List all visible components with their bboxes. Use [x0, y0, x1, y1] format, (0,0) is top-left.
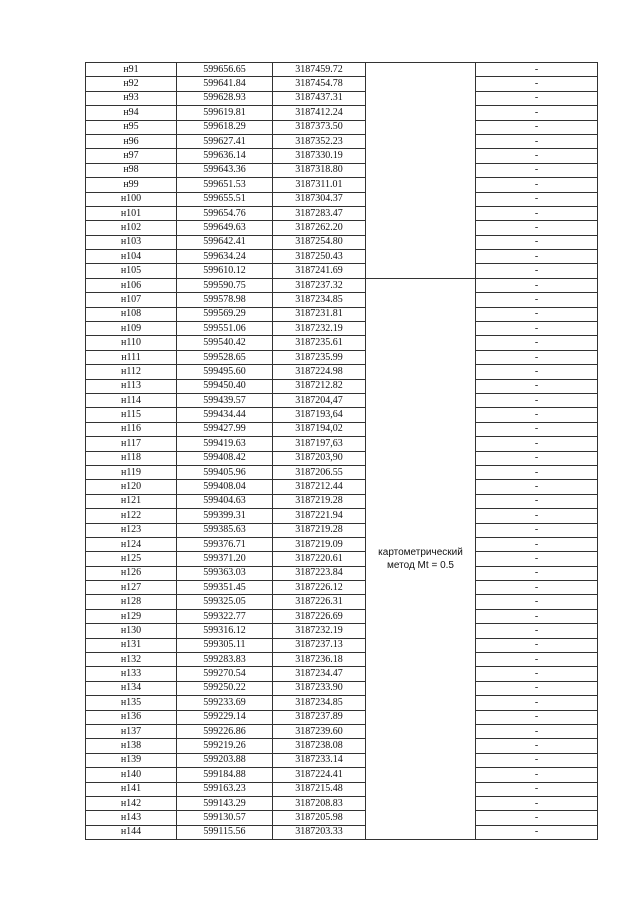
document-page — [85, 62, 597, 840]
note-cell: - — [476, 408, 598, 422]
y-coordinate-cell: 3187208.83 — [273, 796, 366, 810]
y-coordinate-cell: 3187233.90 — [273, 681, 366, 695]
table-row — [86, 782, 598, 796]
x-coordinate-cell: 599233.69 — [177, 696, 273, 710]
x-coordinate-cell: 599642.41 — [177, 235, 273, 249]
note-cell: - — [476, 163, 598, 177]
x-coordinate-cell: 599363.03 — [177, 566, 273, 580]
x-coordinate-cell: 599219.26 — [177, 739, 273, 753]
x-coordinate-cell: 599540.42 — [177, 336, 273, 350]
x-coordinate-cell: 599551.06 — [177, 322, 273, 336]
note-cell: - — [476, 278, 598, 292]
x-coordinate-cell: 599569.29 — [177, 307, 273, 321]
note-cell: - — [476, 753, 598, 767]
point-name-cell: н110 — [86, 336, 177, 350]
table-row — [86, 753, 598, 767]
point-name-cell: н142 — [86, 796, 177, 810]
point-name-cell: н112 — [86, 365, 177, 379]
note-cell: - — [476, 206, 598, 220]
y-coordinate-cell: 3187232.19 — [273, 322, 366, 336]
point-name-cell: н93 — [86, 91, 177, 105]
x-coordinate-cell: 599229.14 — [177, 710, 273, 724]
note-cell: - — [476, 480, 598, 494]
point-name-cell: н98 — [86, 163, 177, 177]
y-coordinate-cell: 3187206.55 — [273, 465, 366, 479]
y-coordinate-cell: 3187236.18 — [273, 653, 366, 667]
y-coordinate-cell: 3187237.32 — [273, 278, 366, 292]
y-coordinate-cell: 3187203.33 — [273, 825, 366, 839]
point-name-cell: н116 — [86, 422, 177, 436]
point-name-cell: н133 — [86, 667, 177, 681]
y-coordinate-cell: 3187212.44 — [273, 480, 366, 494]
x-coordinate-cell: 599439.57 — [177, 393, 273, 407]
x-coordinate-cell: 599643.36 — [177, 163, 273, 177]
point-name-cell: н134 — [86, 681, 177, 695]
note-cell: - — [476, 552, 598, 566]
y-coordinate-cell: 3187254.80 — [273, 235, 366, 249]
method-cell-empty — [366, 63, 476, 279]
y-coordinate-cell: 3187215.48 — [273, 782, 366, 796]
table-row — [86, 480, 598, 494]
point-name-cell: н118 — [86, 451, 177, 465]
point-name-cell: н137 — [86, 724, 177, 738]
y-coordinate-cell: 3187224.41 — [273, 768, 366, 782]
point-name-cell: н144 — [86, 825, 177, 839]
point-name-cell: н109 — [86, 322, 177, 336]
y-coordinate-cell: 3187304.37 — [273, 192, 366, 206]
y-coordinate-cell: 3187224.98 — [273, 365, 366, 379]
table-row — [86, 322, 598, 336]
x-coordinate-cell: 599203.88 — [177, 753, 273, 767]
table-row — [86, 365, 598, 379]
table-row — [86, 77, 598, 91]
note-cell: - — [476, 638, 598, 652]
x-coordinate-cell: 599528.65 — [177, 350, 273, 364]
note-cell: - — [476, 624, 598, 638]
x-coordinate-cell: 599419.63 — [177, 437, 273, 451]
x-coordinate-cell: 599578.98 — [177, 293, 273, 307]
table-row — [86, 696, 598, 710]
x-coordinate-cell: 599305.11 — [177, 638, 273, 652]
y-coordinate-cell: 3187241.69 — [273, 264, 366, 278]
x-coordinate-cell: 599649.63 — [177, 221, 273, 235]
point-name-cell: н125 — [86, 552, 177, 566]
point-name-cell: н100 — [86, 192, 177, 206]
table-row — [86, 624, 598, 638]
table-row — [86, 307, 598, 321]
note-cell: - — [476, 681, 598, 695]
y-coordinate-cell: 3187250.43 — [273, 250, 366, 264]
y-coordinate-cell: 3187197,63 — [273, 437, 366, 451]
point-name-cell: н131 — [86, 638, 177, 652]
table-row — [86, 595, 598, 609]
note-cell: - — [476, 221, 598, 235]
y-coordinate-cell: 3187194,02 — [273, 422, 366, 436]
table-row — [86, 653, 598, 667]
table-row — [86, 494, 598, 508]
point-name-cell: н135 — [86, 696, 177, 710]
y-coordinate-cell: 3187223.84 — [273, 566, 366, 580]
y-coordinate-cell: 3187237.13 — [273, 638, 366, 652]
table-row — [86, 609, 598, 623]
note-cell: - — [476, 595, 598, 609]
table-row — [86, 235, 598, 249]
table-row — [86, 149, 598, 163]
point-name-cell: н122 — [86, 509, 177, 523]
table-row — [86, 724, 598, 738]
x-coordinate-cell: 599404.63 — [177, 494, 273, 508]
x-coordinate-cell: 599325.05 — [177, 595, 273, 609]
table-row — [86, 638, 598, 652]
y-coordinate-cell: 3187232.19 — [273, 624, 366, 638]
note-cell: - — [476, 393, 598, 407]
y-coordinate-cell: 3187226.69 — [273, 609, 366, 623]
note-cell: - — [476, 264, 598, 278]
point-name-cell: н103 — [86, 235, 177, 249]
x-coordinate-cell: 599654.76 — [177, 206, 273, 220]
point-name-cell: н92 — [86, 77, 177, 91]
point-name-cell: н91 — [86, 63, 177, 77]
x-coordinate-cell: 599376.71 — [177, 537, 273, 551]
note-cell: - — [476, 667, 598, 681]
table-row — [86, 422, 598, 436]
x-coordinate-cell: 599405.96 — [177, 465, 273, 479]
table-row — [86, 178, 598, 192]
y-coordinate-cell: 3187233.14 — [273, 753, 366, 767]
y-coordinate-cell: 3187454.78 — [273, 77, 366, 91]
y-coordinate-cell: 3187219.09 — [273, 537, 366, 551]
table-row — [86, 681, 598, 695]
table-row — [86, 509, 598, 523]
x-coordinate-cell: 599634.24 — [177, 250, 273, 264]
y-coordinate-cell: 3187226.31 — [273, 595, 366, 609]
y-coordinate-cell: 3187231.81 — [273, 307, 366, 321]
note-cell: - — [476, 825, 598, 839]
x-coordinate-cell: 599385.63 — [177, 523, 273, 537]
note-cell: - — [476, 710, 598, 724]
note-cell: - — [476, 465, 598, 479]
x-coordinate-cell: 599184.88 — [177, 768, 273, 782]
point-name-cell: н123 — [86, 523, 177, 537]
table-row — [86, 293, 598, 307]
table-row — [86, 408, 598, 422]
table-row — [86, 206, 598, 220]
x-coordinate-cell: 599427.99 — [177, 422, 273, 436]
y-coordinate-cell: 3187234.85 — [273, 293, 366, 307]
x-coordinate-cell: 599495.60 — [177, 365, 273, 379]
table-row — [86, 437, 598, 451]
x-coordinate-cell: 599351.45 — [177, 581, 273, 595]
y-coordinate-cell: 3187330.19 — [273, 149, 366, 163]
table-row — [86, 581, 598, 595]
note-cell: - — [476, 494, 598, 508]
note-cell: - — [476, 379, 598, 393]
table-row — [86, 552, 598, 566]
table-row — [86, 120, 598, 134]
note-cell: - — [476, 739, 598, 753]
y-coordinate-cell: 3187352.23 — [273, 134, 366, 148]
point-name-cell: н106 — [86, 278, 177, 292]
point-name-cell: н139 — [86, 753, 177, 767]
point-name-cell: н97 — [86, 149, 177, 163]
y-coordinate-cell: 3187205.98 — [273, 811, 366, 825]
point-name-cell: н140 — [86, 768, 177, 782]
note-cell: - — [476, 796, 598, 810]
y-coordinate-cell: 3187459.72 — [273, 63, 366, 77]
table-row — [86, 250, 598, 264]
x-coordinate-cell: 599283.83 — [177, 653, 273, 667]
y-coordinate-cell: 3187193,64 — [273, 408, 366, 422]
table-row — [86, 278, 598, 292]
note-cell: - — [476, 609, 598, 623]
table-row — [86, 796, 598, 810]
point-name-cell: н128 — [86, 595, 177, 609]
note-cell: - — [476, 178, 598, 192]
x-coordinate-cell: 599636.14 — [177, 149, 273, 163]
note-cell: - — [476, 235, 598, 249]
y-coordinate-cell: 3187311.01 — [273, 178, 366, 192]
note-cell: - — [476, 307, 598, 321]
y-coordinate-cell: 3187204,47 — [273, 393, 366, 407]
table-row — [86, 465, 598, 479]
point-name-cell: н115 — [86, 408, 177, 422]
note-cell: - — [476, 63, 598, 77]
note-cell: - — [476, 509, 598, 523]
point-name-cell: н132 — [86, 653, 177, 667]
x-coordinate-cell: 599408.04 — [177, 480, 273, 494]
table-row — [86, 379, 598, 393]
note-cell: - — [476, 768, 598, 782]
note-cell: - — [476, 566, 598, 580]
x-coordinate-cell: 599250.22 — [177, 681, 273, 695]
table-row — [86, 106, 598, 120]
point-name-cell: н108 — [86, 307, 177, 321]
note-cell: - — [476, 336, 598, 350]
table-row — [86, 667, 598, 681]
y-coordinate-cell: 3187226.12 — [273, 581, 366, 595]
point-name-cell: н130 — [86, 624, 177, 638]
note-cell: - — [476, 696, 598, 710]
note-cell: - — [476, 322, 598, 336]
point-name-cell: н113 — [86, 379, 177, 393]
note-cell: - — [476, 192, 598, 206]
point-name-cell: н121 — [86, 494, 177, 508]
y-coordinate-cell: 3187412.24 — [273, 106, 366, 120]
y-coordinate-cell: 3187262.20 — [273, 221, 366, 235]
y-coordinate-cell: 3187219.28 — [273, 494, 366, 508]
note-cell: - — [476, 724, 598, 738]
point-name-cell: н94 — [86, 106, 177, 120]
x-coordinate-cell: 599316.12 — [177, 624, 273, 638]
y-coordinate-cell: 3187373.50 — [273, 120, 366, 134]
table-row — [86, 825, 598, 839]
note-cell: - — [476, 581, 598, 595]
note-cell: - — [476, 250, 598, 264]
x-coordinate-cell: 599270.54 — [177, 667, 273, 681]
table-row — [86, 393, 598, 407]
x-coordinate-cell: 599399.31 — [177, 509, 273, 523]
point-name-cell: н119 — [86, 465, 177, 479]
point-name-cell: н102 — [86, 221, 177, 235]
table-row — [86, 192, 598, 206]
table-row — [86, 537, 598, 551]
table-row — [86, 264, 598, 278]
note-cell: - — [476, 134, 598, 148]
y-coordinate-cell: 3187220.61 — [273, 552, 366, 566]
x-coordinate-cell: 599226.86 — [177, 724, 273, 738]
x-coordinate-cell: 599130.57 — [177, 811, 273, 825]
y-coordinate-cell: 3187212.82 — [273, 379, 366, 393]
table-row — [86, 91, 598, 105]
table-row — [86, 739, 598, 753]
y-coordinate-cell: 3187234.85 — [273, 696, 366, 710]
point-name-cell: н114 — [86, 393, 177, 407]
note-cell: - — [476, 422, 598, 436]
note-cell: - — [476, 653, 598, 667]
x-coordinate-cell: 599628.93 — [177, 91, 273, 105]
coordinates-table-body — [86, 63, 598, 840]
coordinates-table — [85, 62, 598, 840]
note-cell: - — [476, 811, 598, 825]
x-coordinate-cell: 599322.77 — [177, 609, 273, 623]
table-row — [86, 523, 598, 537]
point-name-cell: н143 — [86, 811, 177, 825]
table-row — [86, 163, 598, 177]
x-coordinate-cell: 599408.42 — [177, 451, 273, 465]
table-row — [86, 350, 598, 364]
y-coordinate-cell: 3187238.08 — [273, 739, 366, 753]
point-name-cell: н104 — [86, 250, 177, 264]
y-coordinate-cell: 3187219.28 — [273, 523, 366, 537]
x-coordinate-cell: 599434.44 — [177, 408, 273, 422]
table-row — [86, 336, 598, 350]
point-name-cell: н95 — [86, 120, 177, 134]
x-coordinate-cell: 599115.56 — [177, 825, 273, 839]
x-coordinate-cell: 599618.29 — [177, 120, 273, 134]
note-cell: - — [476, 537, 598, 551]
point-name-cell: н126 — [86, 566, 177, 580]
point-name-cell: н117 — [86, 437, 177, 451]
note-cell: - — [476, 293, 598, 307]
x-coordinate-cell: 599143.29 — [177, 796, 273, 810]
point-name-cell: н129 — [86, 609, 177, 623]
point-name-cell: н99 — [86, 178, 177, 192]
table-row — [86, 768, 598, 782]
table-row — [86, 221, 598, 235]
x-coordinate-cell: 599371.20 — [177, 552, 273, 566]
y-coordinate-cell: 3187318.80 — [273, 163, 366, 177]
note-cell: - — [476, 120, 598, 134]
x-coordinate-cell: 599641.84 — [177, 77, 273, 91]
note-cell: - — [476, 149, 598, 163]
point-name-cell: н120 — [86, 480, 177, 494]
note-cell: - — [476, 77, 598, 91]
point-name-cell: н141 — [86, 782, 177, 796]
x-coordinate-cell: 599610.12 — [177, 264, 273, 278]
point-name-cell: н107 — [86, 293, 177, 307]
method-cell: картометрический метод Mt = 0.5 — [366, 278, 476, 839]
x-coordinate-cell: 599656.65 — [177, 63, 273, 77]
note-cell: - — [476, 106, 598, 120]
note-cell: - — [476, 91, 598, 105]
table-row — [86, 811, 598, 825]
point-name-cell: н105 — [86, 264, 177, 278]
point-name-cell: н136 — [86, 710, 177, 724]
table-row — [86, 566, 598, 580]
point-name-cell: н124 — [86, 537, 177, 551]
y-coordinate-cell: 3187234.47 — [273, 667, 366, 681]
x-coordinate-cell: 599450.40 — [177, 379, 273, 393]
note-cell: - — [476, 451, 598, 465]
note-cell: - — [476, 365, 598, 379]
y-coordinate-cell: 3187283.47 — [273, 206, 366, 220]
x-coordinate-cell: 599655.51 — [177, 192, 273, 206]
x-coordinate-cell: 599163.23 — [177, 782, 273, 796]
y-coordinate-cell: 3187239.60 — [273, 724, 366, 738]
x-coordinate-cell: 599627.41 — [177, 134, 273, 148]
point-name-cell: н111 — [86, 350, 177, 364]
note-cell: - — [476, 350, 598, 364]
point-name-cell: н101 — [86, 206, 177, 220]
x-coordinate-cell: 599590.75 — [177, 278, 273, 292]
note-cell: - — [476, 437, 598, 451]
table-row — [86, 451, 598, 465]
note-cell: - — [476, 782, 598, 796]
y-coordinate-cell: 3187221.94 — [273, 509, 366, 523]
y-coordinate-cell: 3187235.61 — [273, 336, 366, 350]
point-name-cell: н138 — [86, 739, 177, 753]
table-row — [86, 134, 598, 148]
y-coordinate-cell: 3187437.31 — [273, 91, 366, 105]
point-name-cell: н127 — [86, 581, 177, 595]
y-coordinate-cell: 3187235.99 — [273, 350, 366, 364]
x-coordinate-cell: 599619.81 — [177, 106, 273, 120]
y-coordinate-cell: 3187237.89 — [273, 710, 366, 724]
x-coordinate-cell: 599651.53 — [177, 178, 273, 192]
point-name-cell: н96 — [86, 134, 177, 148]
table-row — [86, 63, 598, 77]
table-row — [86, 710, 598, 724]
y-coordinate-cell: 3187203,90 — [273, 451, 366, 465]
note-cell: - — [476, 523, 598, 537]
